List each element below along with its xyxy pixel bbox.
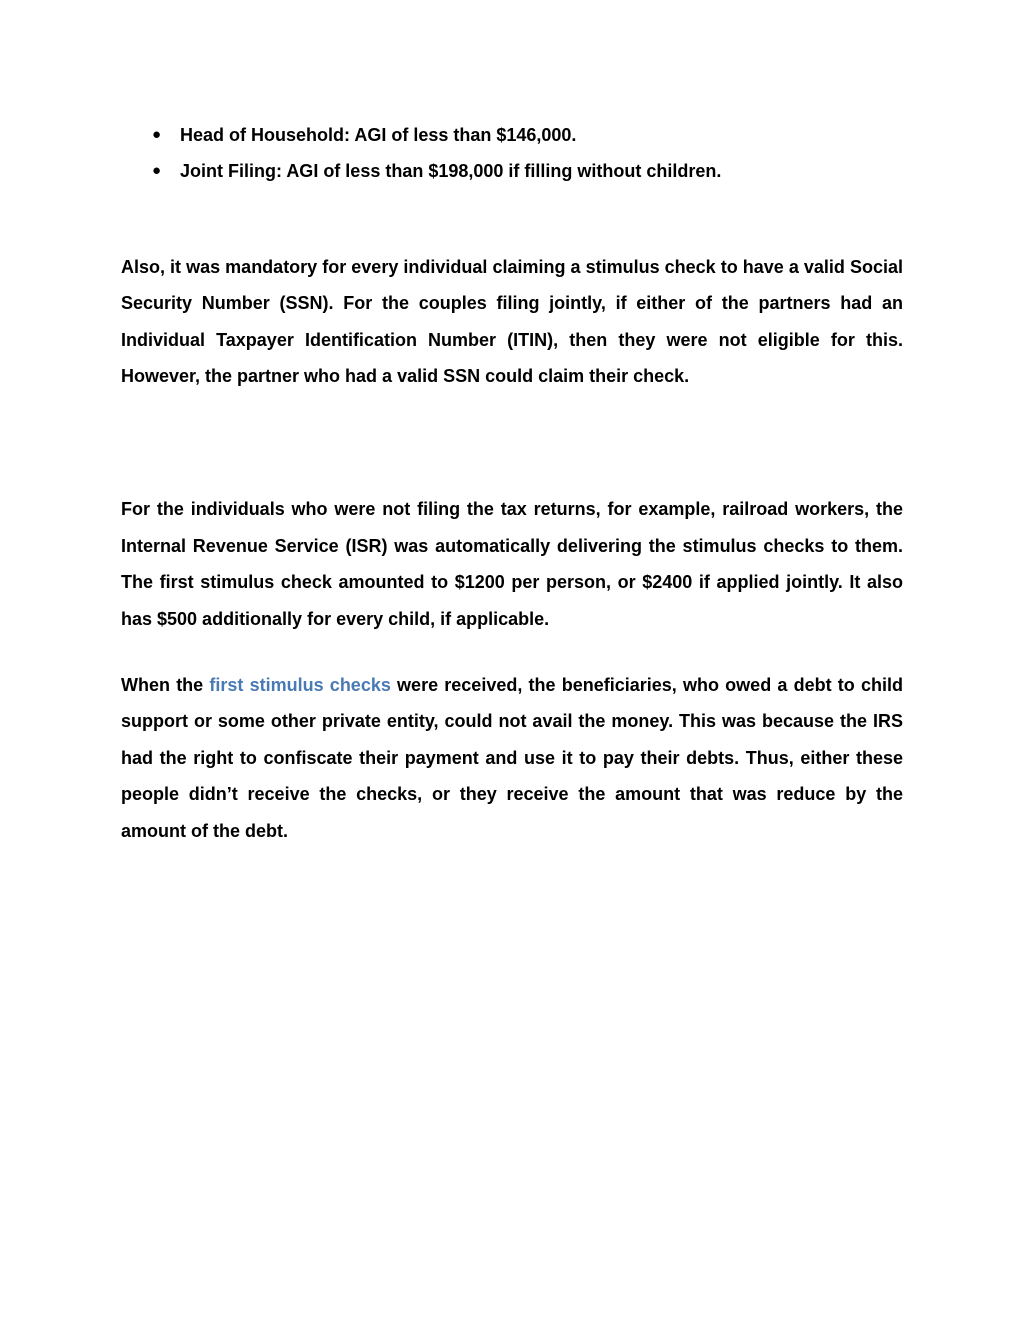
first-stimulus-checks-link[interactable]: first stimulus checks [209, 675, 391, 696]
list-item [121, 153, 903, 189]
bullet-icon: ● [152, 162, 162, 180]
document-body [121, 117, 903, 849]
debts-paragraph [121, 667, 903, 849]
bullet-icon: ● [152, 126, 162, 143]
debts-text-after: were received, the beneficiaries, who owed a debt to child support or some other private entity, could not avail the money. This was because the IRS had the right to confiscate their payment and use it to pay their debts. Thus, either these people didn’t receive the checks, or they receive the amount that was reduce by the amount of the debt. [121, 675, 903, 841]
income-limits-list [121, 117, 903, 190]
eligibility-paragraph: Also, it was mandatory for every individual claiming a stimulus check to have a valid Social Security Number (SSN). For the couples filing jointly, if either of the partners had an Individual Taxpayer Identification Number (ITIN), then they were not eligible for this. However, the partner who had a valid SSN could claim their check. [121, 256, 903, 387]
debts-text-before: When the [121, 675, 210, 696]
non-filers-paragraph: For the individuals who were not filing the tax returns, for example, railroad workers, the Internal Revenue Service (ISR) was automatically delivering the stimulus checks to them. The first stimulus check amounted to $1200 per person, or $2400 if applied jointly. It also has $500 additionally for every child, if applicable. [121, 499, 903, 629]
list-item [121, 117, 903, 153]
list-item-text: Joint Filing: AGI of less than $198,000 if filling without children. [180, 161, 722, 182]
list-item-text: Head of Household: AGI of less than $146,000. [180, 125, 577, 145]
